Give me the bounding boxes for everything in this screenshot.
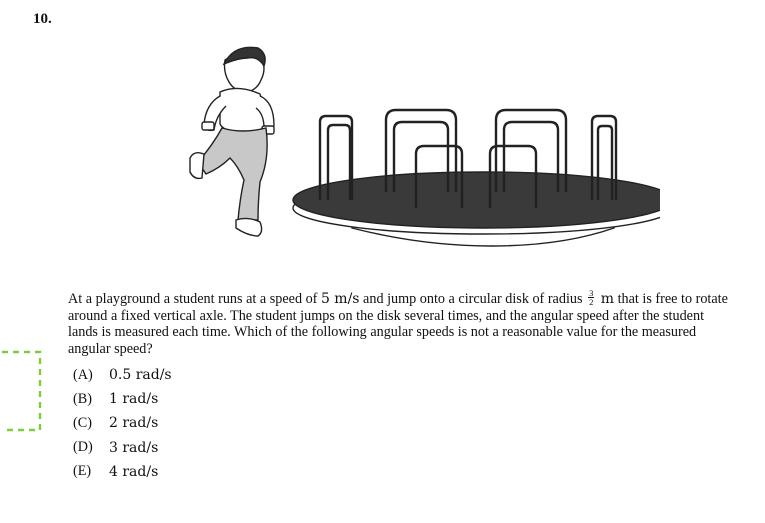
choice-a[interactable] <box>73 363 172 387</box>
stem-text-1: At a playground a student runs at a speed of <box>68 291 321 307</box>
answer-choices <box>73 363 172 484</box>
merry-go-round-figure <box>293 110 660 246</box>
question-stem <box>68 288 728 357</box>
choice-b[interactable] <box>73 387 172 411</box>
radius-numerator: 3 <box>589 288 594 299</box>
radius-unit: m <box>596 291 615 307</box>
radius-denominator: 2 <box>589 297 594 308</box>
choice-letter: (C) <box>73 414 92 431</box>
choice-value: 4 rad/s <box>109 463 159 480</box>
choice-letter: (A) <box>73 366 93 383</box>
stem-text-3: that is free to rotate around a fixed vertical axle. The student jumps on the disk several times, and the angular speed after the student lands is measured each time. Which of the following angular speeds is not a reasonable value for the measured angular speed? <box>68 291 728 357</box>
radius-fraction <box>588 289 594 306</box>
question-number: 10. <box>33 11 52 27</box>
selection-bracket-marker <box>0 344 48 438</box>
stem-text-2: and jump onto a circular disk of radius <box>359 291 587 307</box>
choice-value: 3 rad/s <box>109 439 159 456</box>
playground-illustration <box>180 40 660 255</box>
choice-value: 2 rad/s <box>109 415 159 432</box>
choice-e[interactable] <box>73 460 172 484</box>
choice-letter: (E) <box>73 463 92 480</box>
choice-value: 1 rad/s <box>109 391 159 408</box>
speed-value: 5 m/s <box>320 291 360 307</box>
choice-value: 0.5 rad/s <box>109 367 172 384</box>
running-student-figure <box>190 47 274 236</box>
choice-letter: (B) <box>73 390 92 407</box>
choice-letter: (D) <box>73 439 93 456</box>
choice-c[interactable] <box>73 411 172 435</box>
choice-d[interactable] <box>73 436 172 460</box>
